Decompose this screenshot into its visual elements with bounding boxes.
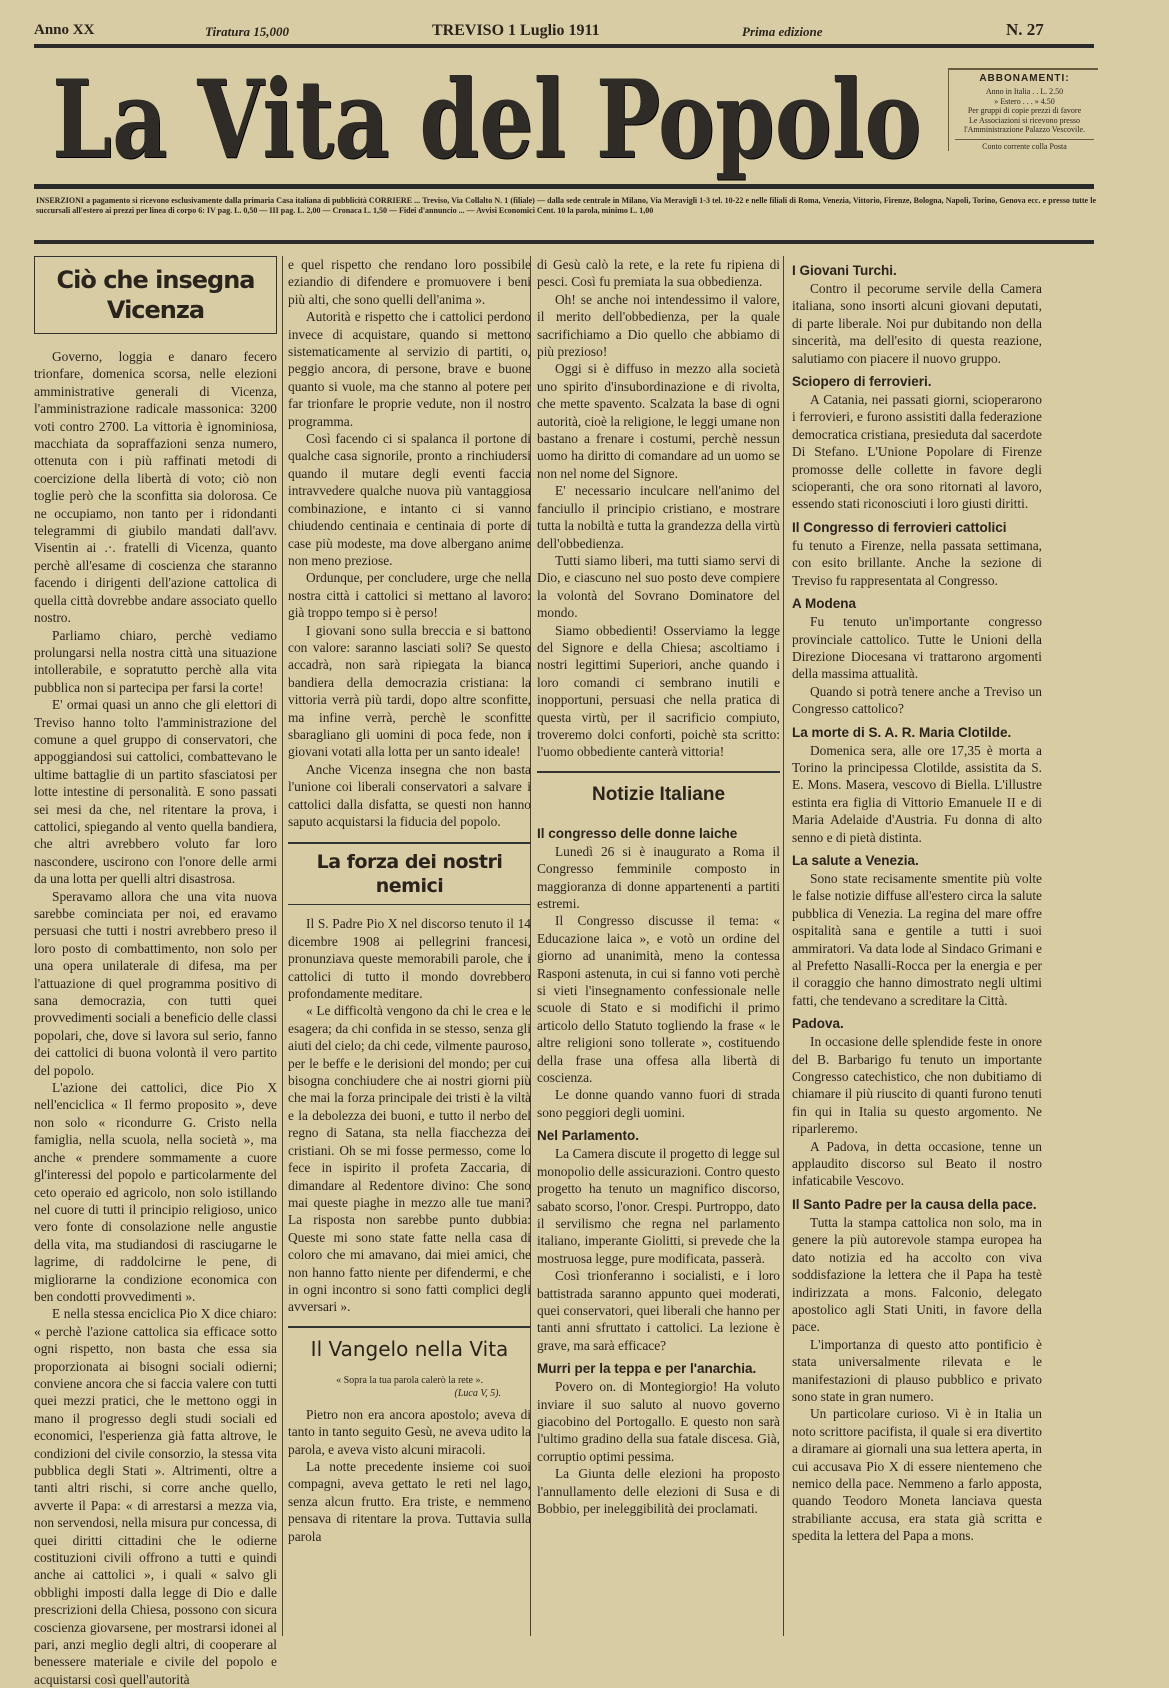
volume-year: Anno XX bbox=[34, 22, 95, 38]
paragraph: Così trionferanno i socialisti, e i loro battistrada saranno appunto quei moderati, quei conservatori, quei liberali che hanno per tanti anni sfruttato i cattolici. La lezione è grave, ma sarà efficace? bbox=[537, 1268, 780, 1353]
subscription-line: Per gruppi di copie prezzi di favore bbox=[967, 106, 1082, 115]
paragraph: La Giunta delle elezioni ha proposto l'annullamento delle elezioni di Susa e di Bobbio, per ineleggibilità dei proclamati. bbox=[537, 1466, 780, 1516]
edition: Prima edizione bbox=[742, 24, 823, 39]
subscription-line: » Estero . . . » 4.50 bbox=[994, 96, 1055, 106]
paragraph: Governo, loggia e danaro fecero trionfare, domenica scorsa, nelle elezioni amministrative generali di Vicenza, l'amministrazione radicale massonica: 3200 voti contro 2700. La vittoria è ignominiosa, macchiata da sopraffazioni senza numero, ottenuta con i più raffinati metodi di coercizione della libertà di voto; ciò non toglie però che la sconfitta sia dolorosa. Ce ne occupiamo, non tanto per i ridondanti telegrammi di giubilo mandati dall'avv. Visentin ai .·. fratelli di Vicenza, quanto perchè all'esame di coscienza che staranno facendo i dirigenti dell'azione cattolica di quella città dovrebbe andare associato quello nostro. bbox=[34, 349, 277, 626]
paragraph: Così facendo ci si spalanca il portone di qualche casa signorile, pronto a rinchiudersi quando il mutare degli eventi faccia intravvedere qualche nuova più vantaggiosa combinazione, e intanto ci si vanno chiudendo centinaia e centinaia di porte di case più modeste, ma dove albergano anime non meno preziose. bbox=[288, 431, 531, 568]
section-heading: La morte di S. A. R. Maria Clotilde. bbox=[792, 724, 1012, 740]
paragraph: L'importanza di questo atto pontificio è stata universalmente rilevata e le manifestazioni di plauso pubblico e privato sono state in gran numero. bbox=[792, 1336, 1042, 1404]
article-title: Ciò che insegna Vicenza bbox=[34, 256, 277, 334]
column-3 bbox=[537, 256, 780, 1517]
subscription-box bbox=[948, 68, 1098, 151]
postal-note: Conto corrente colla Posta bbox=[955, 139, 1094, 152]
paragraph: Oh! se anche noi intendessimo il valore, il merito dell'obbedienza, per la quale sacrifichiamo a Dio quello che abbiamo di più prezioso! bbox=[537, 291, 780, 360]
section-heading: Sciopero di ferrovieri. bbox=[792, 374, 932, 390]
section-heading: A Modena bbox=[792, 596, 856, 612]
dateline: TREVISO 1 Luglio 1911 bbox=[432, 22, 600, 39]
paragraph: Oggi si è diffuso in mezzo alla società uno spirito d'insubordinazione e di rivolta, che mette spavento. Scalzata la base di ogni autorità, cioè la religione, le leggi umane non bastano a frenare i costumi, perchè nessun uomo ha diritto di comandare ad un uomo se non nel nome del Signore. bbox=[537, 361, 780, 481]
section-heading: La salute a Venezia. bbox=[792, 852, 919, 868]
paragraph: fu tenuto a Firenze, nella passata settimana, con esito brillante. Anche la sezione di Treviso fu rappresentata al Congresso. bbox=[792, 537, 1042, 588]
section-heading: Murri per la teppa e per l'anarchia. bbox=[537, 1361, 757, 1377]
section-heading: Nel Parlamento. bbox=[537, 1128, 640, 1144]
paragraph: Autorità e rispetto che i cattolici perdono invece di acquistare, quando si mettono sistematicamente al servizio di partiti, o, peggio ancora, di persone, brave e buone quanto si vuole, ma che stanno al potere per far trionfare le proprie vedute, non il nostro programma. bbox=[288, 309, 531, 429]
paragraph: Siamo obbedienti! Osserviamo la legge del Signore e della Chiesa; ascoltiamo i nostri legittimi Superiori, anche quando i loro comandi ci sembrano inutili e inopportuni, persuasi che nella pratica di questa virtù, per il sacrificio compiuto, troveremo dolci conforti, poichè sta scritto: l'uomo obbediente canterà vittoria! bbox=[537, 622, 780, 760]
paragraph: Lunedì 26 si è inaugurato a Roma il Congresso femminile composto in maggioranza di donne appartenenti a partiti estremi. bbox=[537, 843, 780, 911]
section-heading: Il Santo Padre per la causa della pace. bbox=[792, 1196, 1037, 1212]
paragraph: Contro il pecorume servile della Camera italiana, sono insorti alcuni giovani deputati, di parte liberale. Noi pur dubitando non della sincerità, ma dell'esito di questa reazione, salutiamo con piacere il nuovo gruppo. bbox=[792, 281, 1042, 366]
section-heading: I Giovani Turchi. bbox=[792, 263, 897, 278]
paragraph: Tutta la stampa cattolica non solo, ma in genere la più autorevole stampa europea ha dato notizia ed ha accolto con viva soddisfazione la lettera che il Papa ha testè indirizzata a mons. Falconio, delegato apostolico agli Stati Uniti, in favore della pace. bbox=[792, 1214, 1042, 1335]
paragraph: Povero on. di Montegiorgio! Ha voluto inviare il suo saluto al nuovo governo giacobino del Portogallo. E questo non sarà l'ultimo gradino della sua fatale discesa. Già, corruptio optimi pessima. bbox=[537, 1379, 780, 1464]
section-heading: Il Congresso di ferrovieri cattolici bbox=[792, 519, 1007, 535]
epigraph-citation: (Luca V, 5). bbox=[454, 1387, 501, 1399]
masthead-title: La Vita del Popolo bbox=[52, 57, 922, 183]
paragraph: Il Congresso discusse il tema: « Educazione laica », e votò un ordine del giorno ad unanimità, meno la contessa Rasponi astenuta, in cui si fanno voti perchè si vieti l'insegnamento confessionale nelle scuole di Stato e si modifichi il primo articolo dello Statuto togliendo la frase « le altre religioni sono tollerate », costituendo della frase una offesa alla libertà di coscienza. bbox=[537, 913, 780, 1086]
paragraph: Anche Vicenza insegna che non basta l'unione coi liberali conservatori a salvare i cattolici dalla disfatta, se questi non hanno saputo acquistarsi la fiducia del popolo. bbox=[288, 761, 531, 829]
column-divider bbox=[783, 256, 784, 1636]
paragraph: La notte precedente insieme coi suoi compagni, aveva gettato le reti nel lago, senza alcun frutto. Era triste, e nemmeno pensava di ritentare la prova. Tuttavia sulla parola bbox=[288, 1458, 531, 1544]
masthead-rule bbox=[34, 184, 1094, 189]
article-title: Il Vangelo nella Vita bbox=[288, 1326, 531, 1366]
paragraph: Tutti siamo liberi, ma tutti siamo servi di Dio, e ciascuno nel suo posto deve compiere la volontà del Sovrano Dominatore del mondo. bbox=[537, 552, 780, 621]
section-heading: Padova. bbox=[792, 1016, 844, 1032]
paragraph: L'azione dei cattolici, dice Pio X nell'enciclica « Il fermo proposito », deve non solo « ricondurre G. Cristo nella famiglia, nella scuola, nella società », ma anche « prendere sommamente a cuore gl'interessi del popolo e particolarmente del ceto operaio ed agricolo, non solo istillando nel cuore di tutti il principio religioso, unico vero fonte di consolazione nelle angustie della vita, ma studiandosi di rasciugarne le lagrime, di raddolcirne le pene, di migliorarne la condizione economica con ben condotti provvedimenti ». bbox=[34, 1080, 277, 1304]
paragraph: A Catania, nei passati giorni, scioperarono i ferrovieri, e furono assistiti dalla federazione democratica cristiana, presieduta dal sacerdote Di Stefano. L'Unione Popolare di Firenze promosse delle collette in favore degli scioperanti, che ora sono ritornati al lavoro, essendo stati riconosciuti i loro giusti diritti. bbox=[792, 392, 1042, 512]
issue-number: N. 27 bbox=[1006, 20, 1044, 39]
paragraph: Un particolare curioso. Vi è in Italia un noto scrittore pacifista, il quale si era divertito a diramare ai giornali una sua lettera aperta, in cui accusava Pio X di essere nientemeno che nemico della pace. Nemmeno a farlo apposta, quando Teodoro Moneta lanciava questa strabiliante accusa, era stata già scritta e spedita la lettera del Papa a mons. bbox=[792, 1406, 1042, 1544]
paragraph: Pietro non era ancora apostolo; aveva di tanto in tanto seguito Gesù, ne aveva udito la parola, e aveva visto alcuni miracoli. bbox=[288, 1406, 531, 1457]
column-2 bbox=[288, 256, 531, 1545]
paragraph: In occasione delle splendide feste in onore del B. Barbarigo fu tenuto un importante Congresso catechistico, che non dubitiamo di chiamare il più riuscito di quanti furono tenuti fin qui in Italia su questo argomento. Ne riparleremo. bbox=[792, 1034, 1042, 1137]
column-4 bbox=[792, 256, 1042, 1545]
article-title: La forza dei nostri nemici bbox=[288, 842, 531, 905]
paragraph: Parliamo chiaro, perchè vediamo prolungarsi nella nostra città una situazione intollerabile, e sopratutto perchè alla vita pubblica non si partecipa per farsi la corte! bbox=[34, 627, 277, 695]
paragraph: Sono state recisamente smentite più volte le false notizie diffuse all'estero circa la salute pubblica di Venezia. La regina del mare offre ospitalità sana e gentile a tutti i suoi ammiratori. Va data lode al Sindaco Grimani e al Prefetto Nasalli-Rocca per la energia e per il coraggio che hanno dimostrato negli ultimi fatti, che tendevano a screditare la Città. bbox=[792, 870, 1042, 1008]
paragraph: « Le difficoltà vengono da chi le crea e le esagera; da chi confida in se stesso, senza gli aiuti del cielo; da chi cede, vilmente pauroso, per le beffe e le derisioni del mondo; per cui bisogna conchiudere che ai nostri giorni più che mai la forza principale dei tristi è la viltà e la debolezza dei buoni, e tutto il nerbo del regno di Satana, sta nella fiacchezza dei cristiani. Oh se mi fosse permesso, come lo fece in ispirito il profeta Zaccaria, di dimandare al Redentore divino: Che sono mai queste piaghe in mezzo alle tue mani? La risposta non sarebbe punto dubbia: Queste mi sono state fatte nella casa di coloro che mi amavano, dai miei amici, che non hanno fatto niente per difendermi, e che in ogni incontro si sono fatti complici degli avversari ». bbox=[288, 1003, 531, 1315]
paragraph: I giovani sono sulla breccia e si battono con valore: saranno lasciati soli? Se questo accadrà, non sarà ripiegata la bianca bandiera della democrazia cristiana: la vittoria verrà più tardi, dopo altre sconfitte, ma infine verrà, perchè le sconfitte sbaragliano gli uomini di poca fede, non i giovani votati alla lotta per un santo ideale! bbox=[288, 622, 531, 760]
paragraph: Domenica sera, alle ore 17,35 è morta a Torino la principessa Clotilde, assistita da S. E. Mons. Masera, vescovo di Biella. L'illustre estinta era figlia di Vittorio Emanuele II e di Maria Adelaide d'Austria. Fu donna di alto senno e di pietà distinta. bbox=[792, 742, 1042, 845]
paragraph: e quel rispetto che rendano loro possibile eziandio di difendere e promuovere i beni più alti, che sono quelli dell'anima ». bbox=[288, 257, 531, 307]
paragraph: di Gesù calò la rete, e la rete fu ripiena di pesci. Così fu premiata la sua obbedienza. bbox=[537, 257, 780, 290]
paragraph: E' ormai quasi un anno che gli elettori di Treviso hanno tolto l'amministrazione del comune a quel gruppo di conservatori, che appoggiandosi sui cattolici, combattevano le ultime battaglie di un partito sfasciatosi per lotte intestine di personalità. E sono passati sei mesi da che, nel ritentare la prova, i cattolici, spiegando al vento quella bandiera, che altri avrebbero voluto far loro nascondere, uscirono con l'onore delle armi da una lotta per quelli altri disastrosa. bbox=[34, 697, 277, 887]
paragraph: Le donne quando vanno fuori di strada sono peggiori degli uomini. bbox=[537, 1087, 780, 1120]
subscription-title: ABBONAMENTI: bbox=[979, 73, 1070, 84]
paragraph: E' necessario inculcare nell'animo del fanciullo il principio cristiano, e mostrare tutta la nobiltà e tutta la grandezza della virtù dell'obbedienza. bbox=[537, 483, 780, 551]
circulation: Tiratura 15,000 bbox=[205, 24, 290, 39]
paragraph: Ordunque, per concludere, urge che nella nostra città i cattolici si mettano al lavoro: già troppo tempo si è perso! bbox=[288, 570, 531, 621]
paragraph: Speravamo allora che una vita nuova sarebbe cominciata per noi, ed eravamo persuasi che tutti i nostri avrebbero preso il loro posto di combattimento, non solo per una opera unilaterale di difesa, ma per l'attuazione di quel programma positivo di sana democrazia, con tutti quei provvedimenti sociali a beneficio delle classi popolari, che, dove si lavora sul serio, fanno dei cattolici di buona volontà il vero partito del popolo. bbox=[34, 888, 277, 1078]
paragraph: Fu tenuto un'importante congresso provinciale cattolico. Tutte le Unioni della Direzione Diocesana vi trattarono argomenti della massima attualità. bbox=[792, 614, 1042, 682]
insertions-rule bbox=[34, 240, 1094, 244]
masthead bbox=[52, 57, 922, 183]
paragraph: Quando si potrà tenere anche a Treviso un Congresso cattolico? bbox=[792, 683, 1042, 717]
top-rule bbox=[34, 44, 1094, 48]
paragraph: La Camera discute il progetto di legge sul monopolio delle assicurazioni. Contro questo progetto ha tenuto un magnifico discorso, sabato scorso, l'onor. Crespi. Purtroppo, dato il servilismo che regna nel parlamento italiano, imperante Giolitti, si prevede che la mostruosa legge, pure modificata, passerà. bbox=[537, 1146, 780, 1266]
section-heading: Il congresso delle donne laiche bbox=[537, 825, 738, 841]
paragraph: A Padova, in detta occasione, tenne un applaudito discorso sul Beato il nostro infaticabile Vescovo. bbox=[792, 1138, 1042, 1189]
article-title: Notizie Italiane bbox=[537, 771, 780, 811]
epigraph: « Sopra la tua parola calerò la rete ». bbox=[336, 1374, 483, 1386]
subscription-line: Anno in Italia . . L. 2.50 bbox=[985, 87, 1064, 96]
column-divider bbox=[282, 256, 283, 1636]
insertions-notice: INSERZIONI a pagamento si ricevono esclusivamente dalla primaria Casa italiana di pubblicità CORRIERE ... Treviso, Via Collalto N. 1 (filiale) — dalla sede centrale in Milano, Via Meravigli 1-3 tel. 10-22 e nelle filiali di Roma, Venezia, Vittorio, Firenze, Bologna, Napoli, Torino, Genova ecc. e presso tutte le succursali all'estero ai prezzi per linea di corpo 6: IV pag. L. 0,50 — III pag. L. 2,00 — Cronaca L. 1,50 — Fidei d'annuncio ... — Avvisi Economici Cent. 10 la parola, minimo L. 1,00 bbox=[36, 196, 1096, 215]
paragraph: Il S. Padre Pio X nel discorso tenuto il 14 dicembre 1908 ai pellegrini francesi, pronunziava queste memorabili parole, che i cattolici di tutto il mondo dovrebbero profondamente meditare. bbox=[288, 916, 531, 1002]
subscription-line: Le Associazioni si ricevono presso l'Amministrazione Palazzo Vescovile. bbox=[963, 115, 1086, 134]
paragraph: E nella stessa enciclica Pio X dice chiaro: « perchè l'azione cattolica sia efficace sotto ogni rispetto, non basta che essa sia proporzionata ai bisogni sociali odierni; conviene ancora che si faccia valere con tutti quei mezzi pratici, che le mettono oggi in mano il progresso degli studi sociali ed economici, l'esperienza già fatta altrove, le condizioni del civile consorzio, la stessa vita pubblica degli Stati ». Altrimenti, oltre a tanti altri rischi, si corre anche quello, avverte il Papa: « di arrestarsi a mezza via, non servendosi, nella misura pur concessa, di quei diritti cittadini che le odierne costituzioni civili offrono a tutti e quindi anche ai cattolici », i quali « salvo gli obblighi imposti dalla legge di Dio e dalle prescrizioni della Chiesa, possono con sicura coscienza giovarsene, per mostrarsi idonei al pari, anzi meglio degli altri, di cooperare al benessere materiale e civile del popolo e acquistarsi così quell'autorità bbox=[34, 1306, 277, 1687]
column-1 bbox=[34, 256, 277, 1688]
